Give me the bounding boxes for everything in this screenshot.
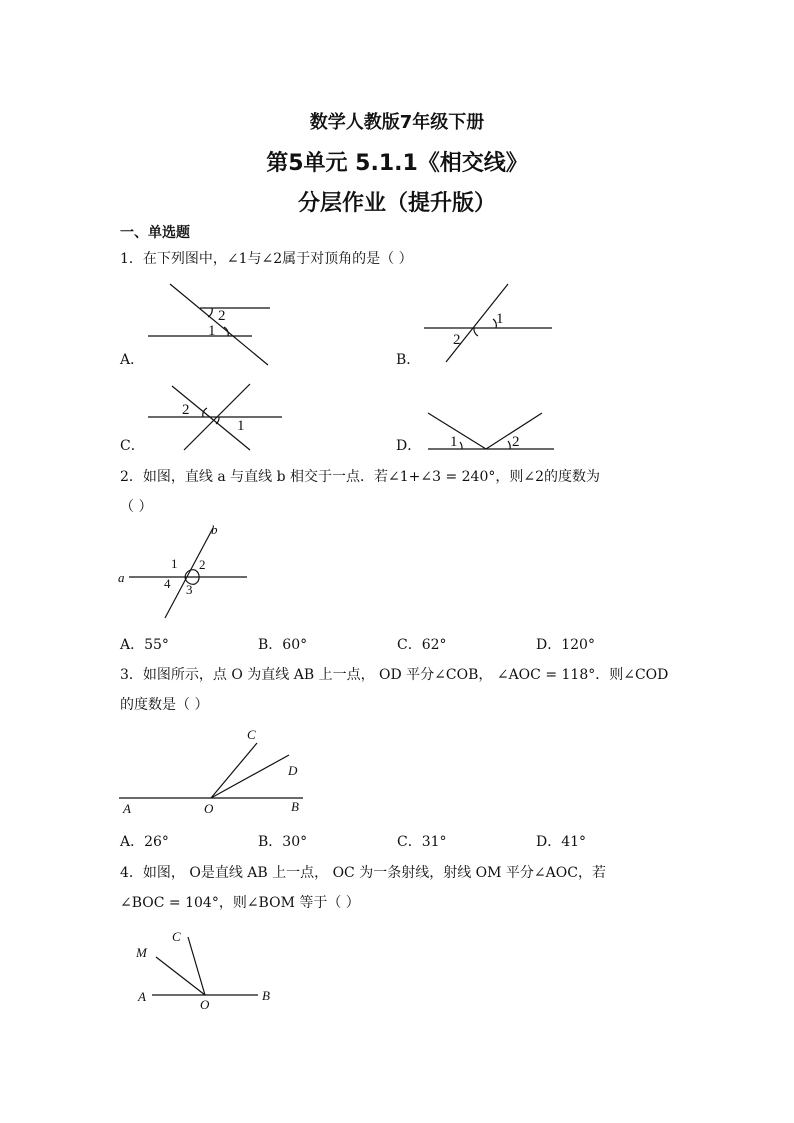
q2-option-d: D．120° [536, 637, 595, 653]
book-title: 数学人教版7年级下册 [309, 112, 485, 133]
q4-label-m: M [136, 945, 147, 960]
q2-label-1: 1 [171, 556, 178, 571]
q2-figure [115, 522, 255, 622]
q1c-label-2: 2 [182, 402, 190, 418]
q2-option-b: B．60° [258, 637, 308, 653]
q3-label-c: C [247, 727, 256, 742]
q1d-label-1: 1 [450, 434, 458, 450]
q3-option-b: B．30° [258, 834, 308, 850]
q2-label-2: 2 [199, 557, 206, 572]
q4-label-b: B [262, 988, 270, 1003]
q1b-label-2: 2 [453, 332, 461, 348]
question-3-stem-line2: 的度数是（ ） [120, 697, 209, 713]
q1-figure-a [140, 280, 280, 370]
question-4-stem: 4．如图， O是直线 AB 上一点， OC 为一条射线，射线 OM 平分∠AOC，若 [120, 865, 606, 881]
q4-label-a: A [138, 989, 146, 1004]
question-2-paren: （ ） [120, 499, 153, 515]
question-2-stem: 2．如图，直线 a 与直线 b 相交于一点．若∠1+∠3 = 240°，则∠2的度数为 [120, 469, 601, 485]
worksheet-title: 分层作业（提升版） [297, 191, 496, 216]
q2-option-c: C．62° [397, 637, 447, 653]
q3-option-d: D．41° [536, 834, 587, 850]
q3-label-b: B [291, 799, 299, 814]
q1d-label-2: 2 [512, 434, 520, 450]
q2-label-a: a [118, 570, 125, 585]
q1a-label-2: 2 [218, 308, 226, 324]
q3-label-d: D [288, 763, 298, 778]
unit-title: 第5单元 5.1.1《相交线》 [266, 151, 528, 176]
section-heading: 一、单选题 [120, 225, 190, 241]
question-4-stem-line2: ∠BOC = 104°，则∠BOM 等于（ ） [120, 895, 360, 911]
question-3-stem: 3．如图所示，点 O 为直线 AB 上一点， OD 平分∠COB， ∠AOC = 118°．则∠COD [120, 667, 669, 683]
q1-option-c-label: C． [120, 438, 145, 454]
q1-option-b-label: B． [396, 352, 421, 368]
q1c-label-1: 1 [237, 418, 245, 434]
q1a-label-1: 1 [208, 323, 216, 339]
q1-figure-b [420, 280, 560, 370]
q1b-label-1: 1 [496, 311, 504, 327]
q3-label-o: O [204, 801, 214, 816]
q2-option-a: A．55° [120, 637, 169, 653]
q1-option-d-label: D． [396, 438, 422, 454]
q4-figure [130, 925, 280, 1015]
q3-label-a: A [123, 801, 131, 816]
q1-figure-d [420, 405, 560, 455]
q4-label-c: C [172, 929, 181, 944]
q2-label-b: b [211, 522, 218, 537]
q3-option-a: A．26° [120, 834, 169, 850]
q2-label-3: 3 [186, 582, 193, 597]
q3-figure [115, 725, 315, 820]
q1-option-a-label: A． [120, 352, 145, 368]
q2-label-4: 4 [164, 576, 171, 591]
q1-figure-c [140, 380, 290, 455]
q3-option-c: C．31° [397, 834, 447, 850]
question-1-stem: 1．在下列图中，∠1与∠2属于对顶角的是（ ） [120, 251, 413, 267]
q4-label-o: O [200, 997, 210, 1012]
